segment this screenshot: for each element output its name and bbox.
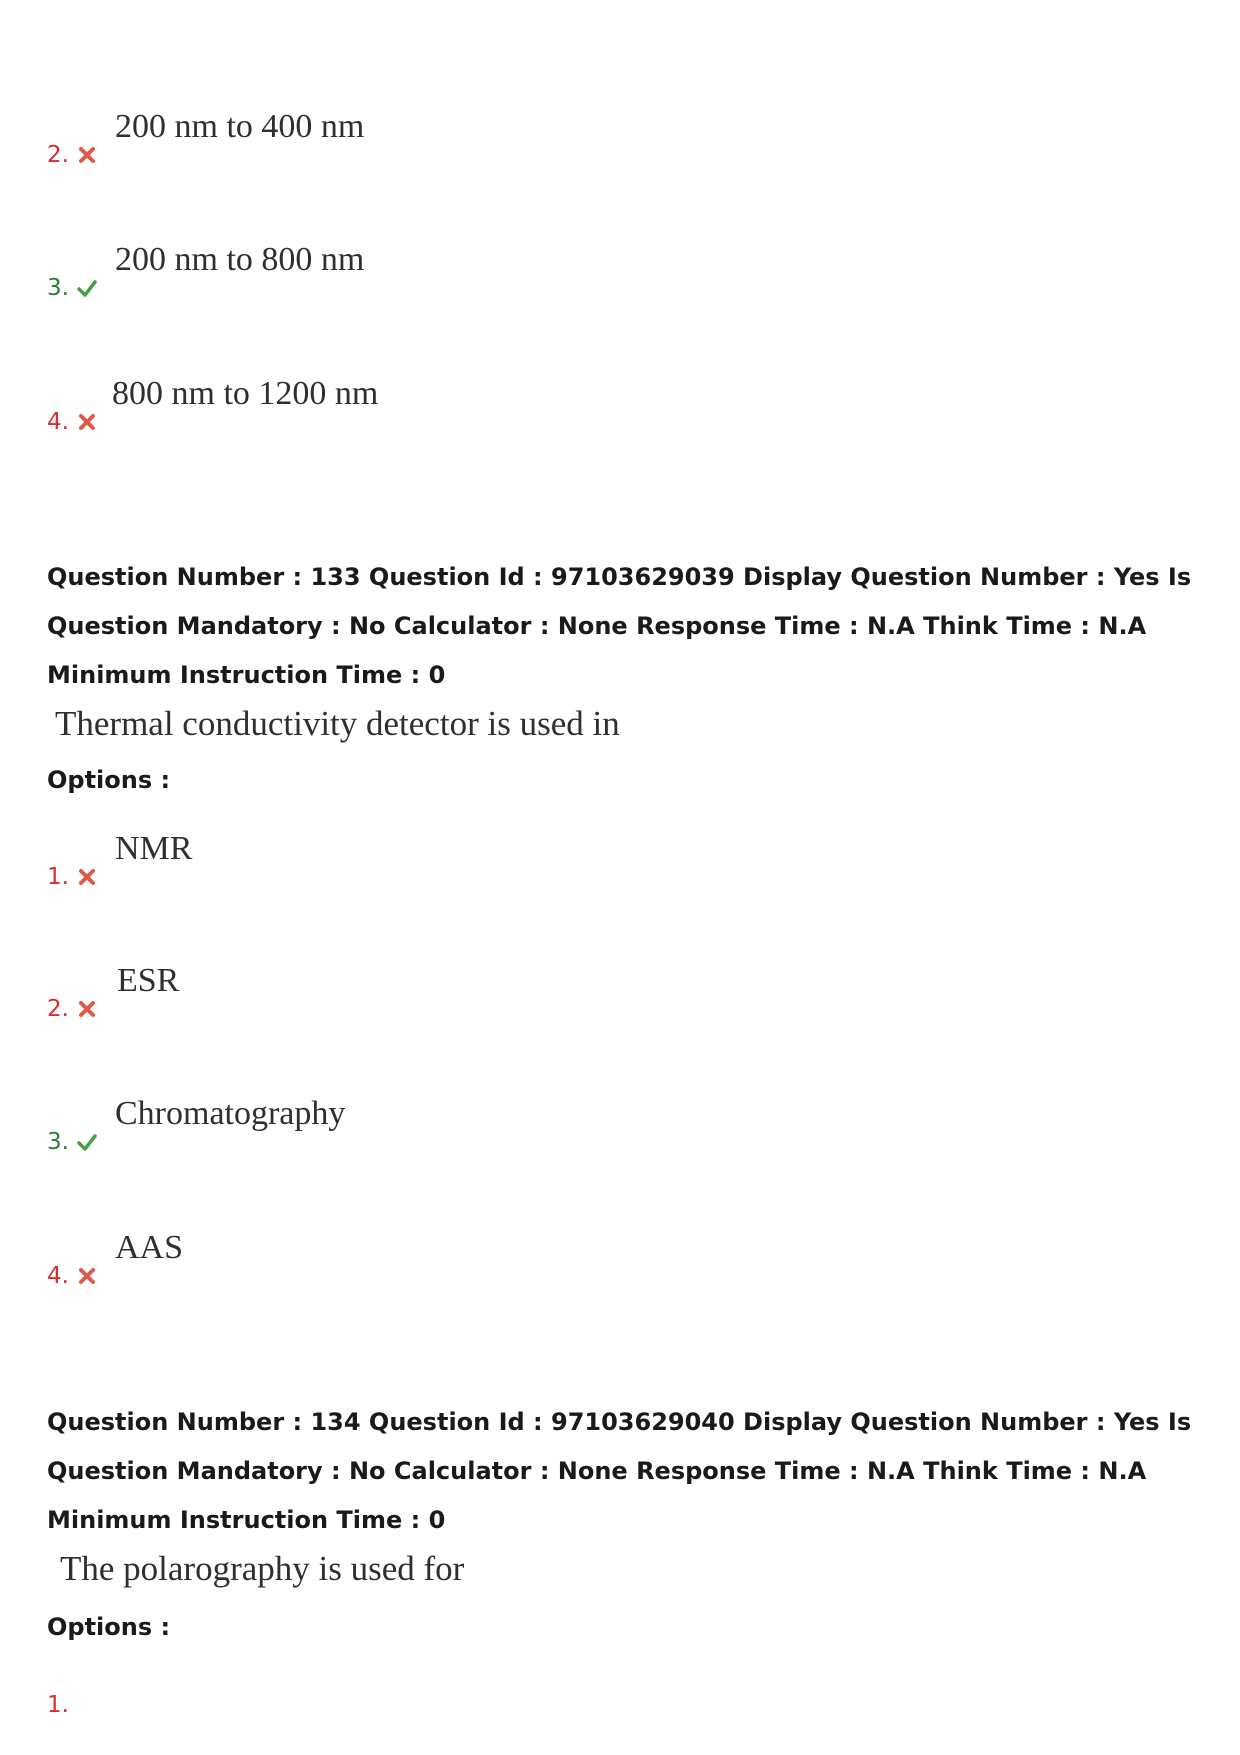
question-meta: Question Number : 133 Question Id : 97103629039 Display Question Number : Yes Is Question Mandatory : No Calculator : None Response Time : N.A Think Time : N.A Minimum Instruction Time : 0 <box>47 563 1192 689</box>
options-label: Options : <box>47 1613 171 1641</box>
option-text: 200 nm to 400 nm <box>115 108 365 145</box>
option-text: AAS <box>115 1229 184 1266</box>
option-number: 3. <box>47 275 69 301</box>
option-text: NMR <box>115 830 193 867</box>
cross-icon <box>77 867 97 887</box>
option-text: Chromatography <box>115 1095 346 1132</box>
option-number: 1. <box>47 864 69 890</box>
option-number: 1. <box>47 1692 69 1718</box>
cross-icon <box>77 1266 97 1286</box>
option-number: 2. <box>47 142 69 168</box>
option-number: 3. <box>47 1129 69 1155</box>
option-text: 200 nm to 800 nm <box>115 241 365 278</box>
question-meta: Question Number : 134 Question Id : 97103629040 Display Question Number : Yes Is Question Mandatory : No Calculator : None Response Time : N.A Think Time : N.A Minimum Instruction Time : 0 <box>47 1408 1192 1534</box>
option-text: ESR <box>117 962 180 999</box>
option-number: 4. <box>47 1263 69 1289</box>
cross-icon <box>77 999 97 1019</box>
check-icon <box>77 278 97 298</box>
cross-icon <box>77 145 97 165</box>
check-icon <box>77 1132 97 1152</box>
option-number: 2. <box>47 996 69 1022</box>
options-label: Options : <box>47 766 171 794</box>
option-number: 4. <box>47 409 69 435</box>
cross-icon <box>77 412 97 432</box>
option-text: 800 nm to 1200 nm <box>112 375 379 412</box>
question-stem: The polarography is used for <box>60 1549 465 1588</box>
question-stem: Thermal conductivity detector is used in <box>55 704 620 743</box>
